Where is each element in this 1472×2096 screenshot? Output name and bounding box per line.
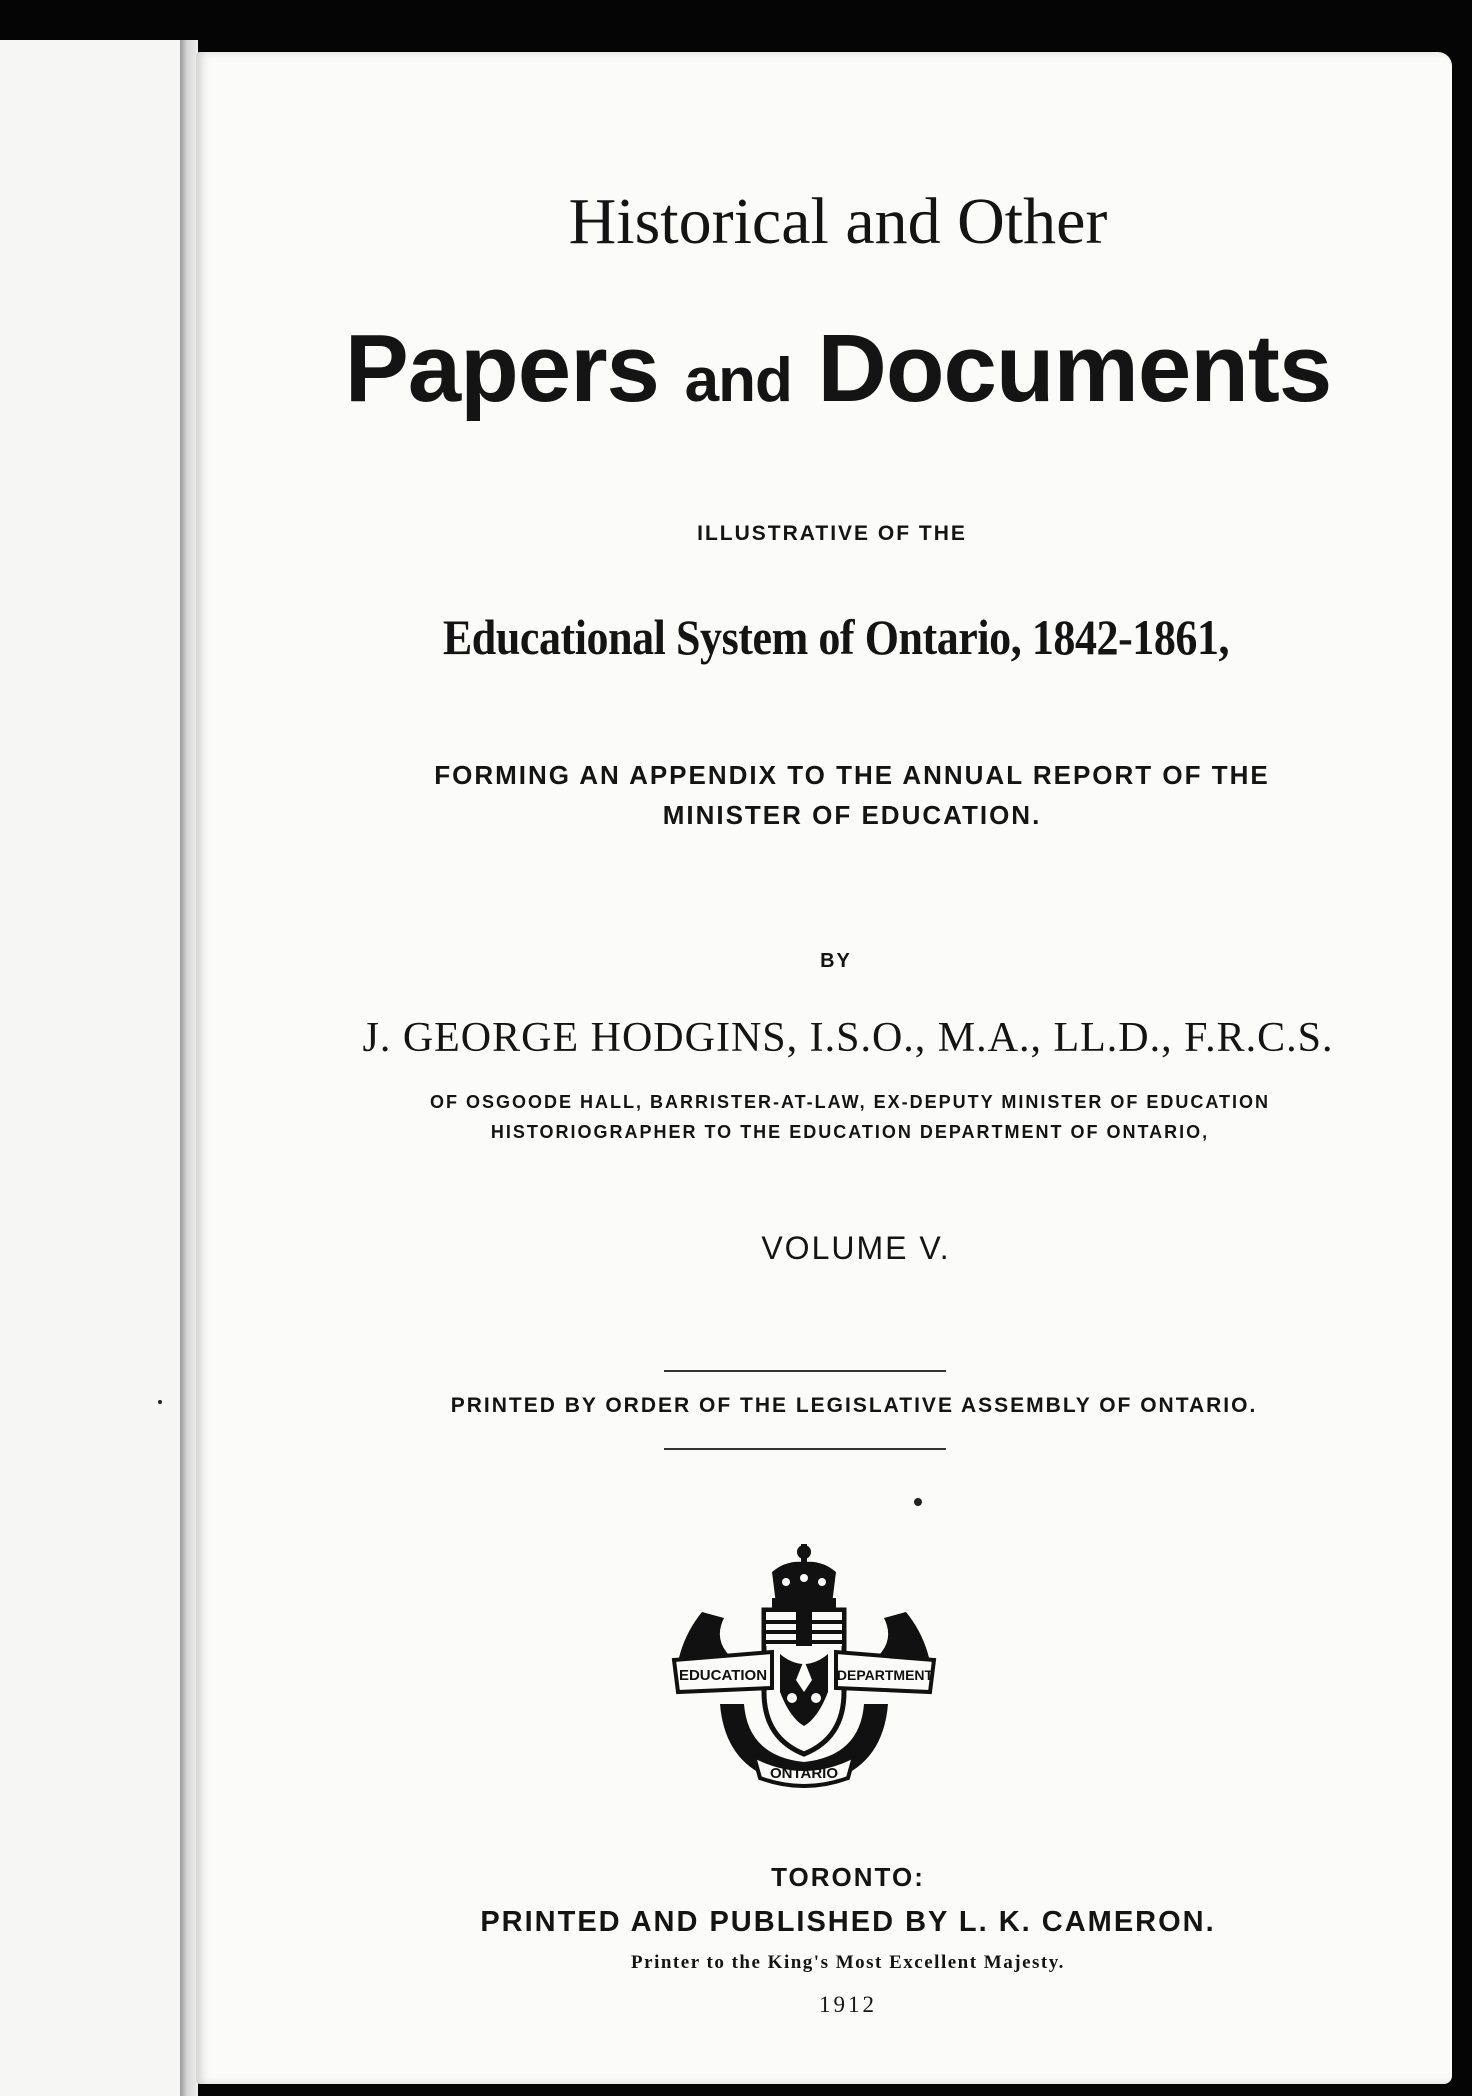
left-page-edge <box>0 40 182 2096</box>
crown-icon <box>772 1544 836 1608</box>
author-affiliation-2: HISTORIOGRAPHER TO THE EDUCATION DEPARTMENT OF ONTARIO, <box>490 1122 1210 1142</box>
title-line-2 <box>210 314 1466 424</box>
divider-rule-bottom <box>664 1448 946 1450</box>
title-word-documents: Documents <box>817 315 1332 422</box>
title-line-1: Historical and Other <box>568 185 1108 258</box>
divider-rule-top <box>664 1370 946 1372</box>
volume-label: VOLUME V. <box>761 1230 951 1266</box>
title-word-and: and <box>684 346 792 415</box>
printed-by-order-line: PRINTED BY ORDER OF THE LEGISLATIVE ASSEMBLY OF ONTARIO. <box>450 1394 1258 1417</box>
seal-right-label: DEPARTMENT <box>836 1667 934 1683</box>
illustrative-line: ILLUSTRATIVE OF THE <box>697 522 967 545</box>
seal-bottom-label: ONTARIO <box>769 1765 839 1782</box>
title-word-papers: Papers <box>344 315 659 422</box>
education-department-seal-icon <box>668 1542 940 1788</box>
imprint-year: 1912 <box>819 1992 877 2017</box>
author-affiliation-1: OF OSGOODE HALL, BARRISTER-AT-LAW, EX-DEPUTY MINISTER OF EDUCATION <box>429 1092 1270 1112</box>
subject-line: Educational System of Ontario, 1842-1861, <box>442 609 1230 665</box>
by-line: BY <box>820 950 852 972</box>
imprint-city: TORONTO: <box>771 1862 925 1892</box>
title-page <box>196 52 1452 2084</box>
appendix-line-1: FORMING AN APPENDIX TO THE ANNUAL REPORT OF THE <box>434 760 1270 790</box>
imprint-printer-to: Printer to the King's Most Excellent Majesty. <box>631 1952 1065 1973</box>
author-name: J. GEORGE HODGINS, I.S.O., M.A., LL.D., F.R.C.S. <box>362 1015 1334 1061</box>
imprint-publisher: PRINTED AND PUBLISHED BY L. K. CAMERON. <box>480 1906 1216 1938</box>
seal-left-label: EDUCATION <box>678 1667 768 1684</box>
appendix-line-2: MINISTER OF EDUCATION. <box>662 800 1042 830</box>
scan-speck <box>158 1400 162 1404</box>
shield-icon <box>764 1610 844 1754</box>
print-speck <box>914 1498 922 1506</box>
